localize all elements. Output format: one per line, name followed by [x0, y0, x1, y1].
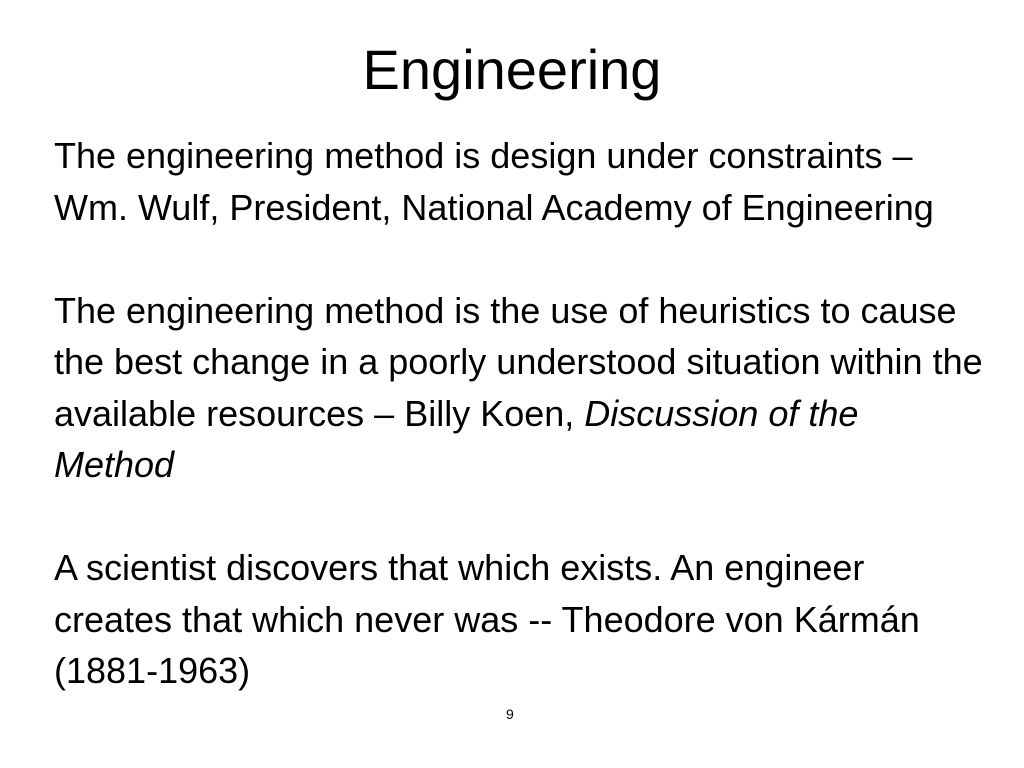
quote-koen-source: Discussion of the Method — [54, 392, 859, 485]
quote-koen — [54, 285, 984, 491]
quote-koen-text: The engineering method is the use of heuristics to cause the best change in a poorly understood situation within the available resources – Billy Koen, — [54, 289, 983, 434]
slide-body — [54, 130, 984, 697]
slide-title: Engineering — [362, 38, 662, 101]
quote-wulf — [54, 130, 984, 233]
quote-von-karman-text: A scientist discovers that which exists. An engineer creates that which never was -- Theodore von Kármán (1881-1963) — [54, 547, 920, 691]
quote-wulf-text: The engineering method is design under constraints – Wm. Wulf, President, National Academy of Engineering — [54, 135, 934, 228]
quote-von-karman — [54, 542, 984, 697]
slide-number: 9 — [506, 706, 514, 722]
